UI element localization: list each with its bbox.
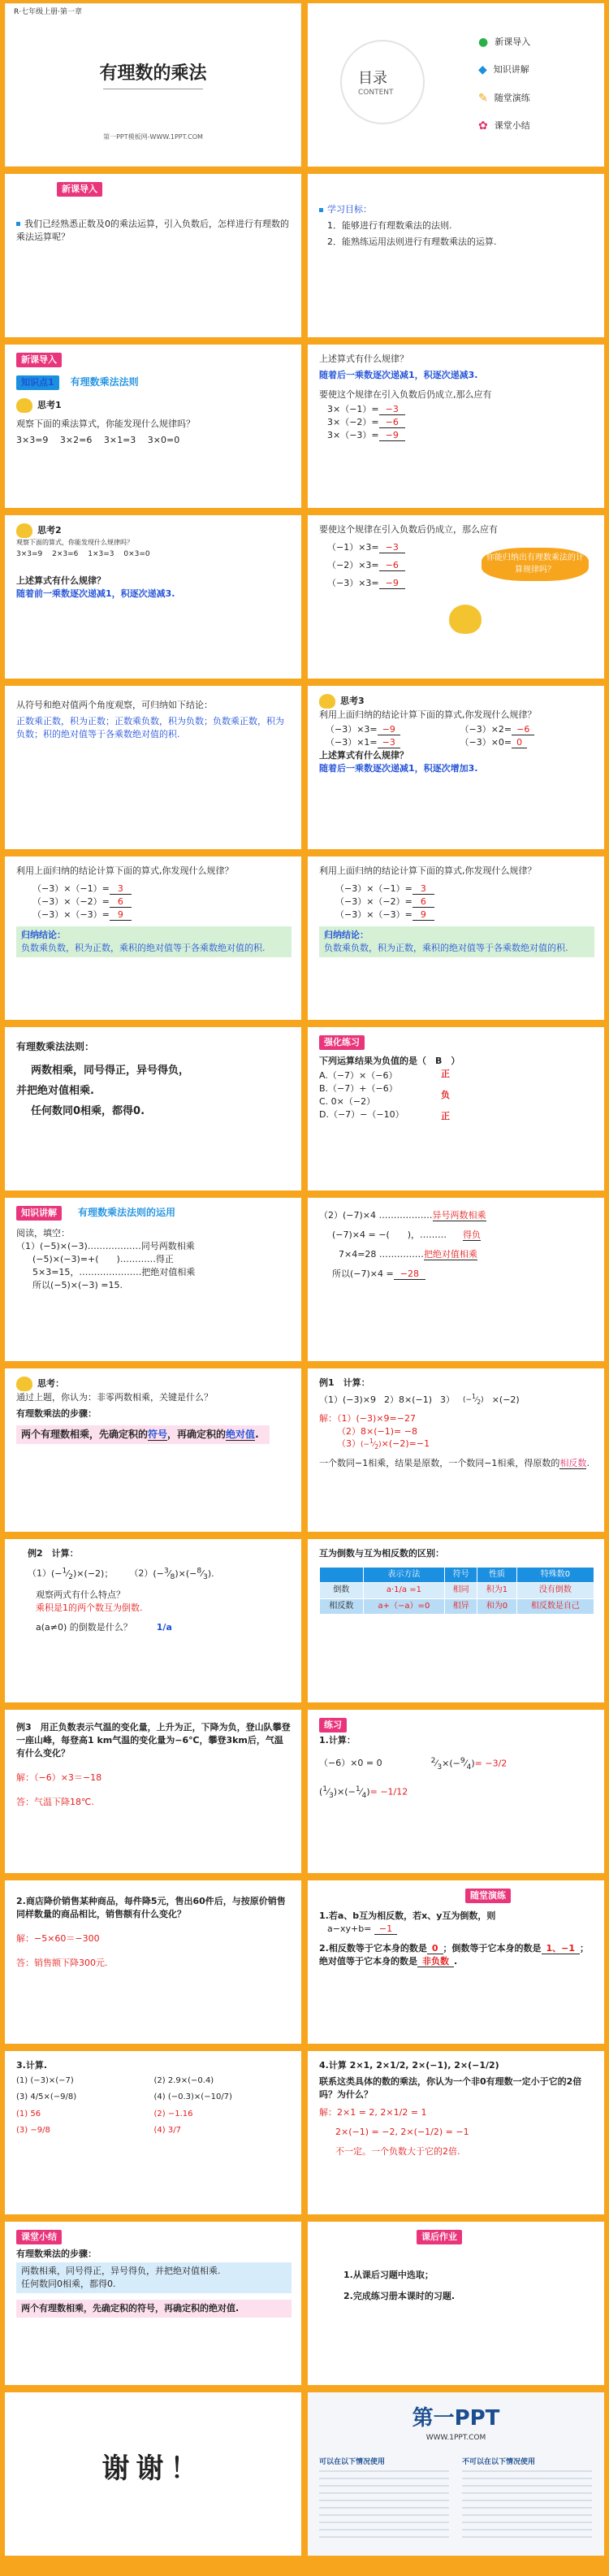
kp-tag: 知识点1 [16, 375, 59, 390]
slide-thanks [5, 2392, 301, 2556]
chick-icon [16, 523, 32, 538]
cover-title: 有理数的乘法 [99, 63, 207, 84]
speech-bubble: 你能归纳出有理数乘法的计算规律吗？ [482, 548, 589, 581]
answer-3: −9 [379, 430, 405, 441]
chick-icon [319, 694, 335, 709]
answer-1: −3 [379, 404, 405, 415]
think-label: 思考1 [37, 399, 62, 410]
catalog-title: 目录 [358, 70, 387, 87]
catalog-item-4[interactable]: ✿ 课堂小结 [478, 118, 530, 134]
arrow-icon: ◆ [478, 63, 487, 77]
equations: 3×3=9 3×2=6 3×1=3 3×0=0 [16, 434, 180, 445]
goal-1: 1．能够进行有理数乘法的法则. [327, 219, 452, 231]
slide-goals [308, 174, 604, 337]
slide-rule-intro [5, 345, 301, 508]
slides-grid [5, 3, 604, 2556]
slide-extend: 要使这个规律在引入负数后仍成立，那么应有 （−1）×3= −3 （−2）×3= −6 （−3）×3= −9 你能归纳出有理数乘法的计算规律吗？ [308, 515, 604, 679]
slide-exercise2: 2.商店降价销售某种商品，每件降5元，售出60件后，与按原价销售同样数量的商品相比，销售额有什么变化？ 解：−5×60＝−300 答：销售额下降300元. [5, 1880, 301, 2044]
slide-homework: 课后作业 1.从课后习题中选取； 2.完成练习册本课时的习题. [308, 2222, 604, 2385]
slide-think3: 思考3 利用上面归纳的结论计算下面的算式,你发现什么规律？ （−3）×3= −9 （−3）×2= −6 （−3）×1= −3 （−3）×0= 0 上述算式有什么规律？ 随着后一乘数逐次递减1，积逐次增加3. [308, 686, 604, 849]
bulb-icon: ● [478, 36, 489, 49]
catalog-item-1[interactable]: ● 新课导入 [478, 34, 530, 50]
slide-think2: 思考2 观察下面的算式，你能发现什么规律吗？ 3×3=9 2×3=6 1×3=3 0×3=0 上述算式有什么规律？ 随着前一乘数逐次递减1，积逐次递减3. [5, 515, 301, 679]
slide-example3: 例3 用正负数表示气温的变化量，上升为正，下降为负，登山队攀登一座山峰，每登高1 km气温的变化量为−6℃，攀登3km后，气温有什么变化？ 解：（−6）×3＝−18 答：气温下降18℃. [5, 1710, 301, 1873]
thanks-text: 谢谢！ [102, 2452, 205, 2485]
chick-icon [449, 605, 482, 634]
slide-cover [5, 3, 301, 167]
catalog-item-2[interactable]: ◆ 知识讲解 [478, 62, 530, 78]
slide-drill: 随堂演练 1.若a、b互为相反数，若x、y互为倒数，则 a−xy+b= −1 2.相反数等于它本身的数是 0 ；倒数等于它本身的数是 1、−1 ；绝对值等于它本身的数是 非负数 . [308, 1880, 604, 2044]
gear-icon: ✿ [478, 119, 488, 132]
slide-rule-pattern: 上述算式有什么规律？ 随着后一乘数逐次递减1，积逐次递减3. 要使这个规律在引入负数后仍成立,那么应有 3×（−1）= −3 3×（−2）= −6 3×（−3）= −9 [308, 345, 604, 508]
brand-col-2: 不可以在以下情况使用 [462, 2458, 536, 2466]
brand-url: WWW.1PPT.COM [425, 2434, 486, 2442]
slide-catalog [308, 3, 604, 167]
slide-rule: 有理数乘法法则： 两数相乘，同号得正，异号得负， 并把绝对值相乘. 任何数同0相乘，都得0. [5, 1027, 301, 1190]
slide-example1: 例1 计算： （1）(−3)×9 2）8×(−1) 3） $(-^1⁄_2)$ ×(−2) 解：（1）(−3)×9=−27 （2）8×(−1)= −8 $(3)(-^1⁄_2)\times(-2)=-1$ 一个数同−1相乘，结果是原数，一个数同−1相乘，得原数的相反数. [308, 1368, 604, 1532]
answer-2: −6 [379, 417, 405, 428]
catalog-item-3[interactable]: ✎ 随堂演练 [478, 90, 530, 106]
brand-logo: 第一PPT [412, 2406, 500, 2431]
slide-exercise3: 3.计算. (1) (−3)×(−7) (2) 2.9×(−0.4) (3) 4/5×(−9/8) (4) (−0.3)×(−10/7) (1) 56 (2) −1.16 (3) −9/8 (4) 3/7 [5, 2051, 301, 2214]
section-tag: 新课导入 [16, 353, 62, 367]
goals-title: 学习目标： [327, 204, 372, 215]
slide-apply: 知识讲解 有理数乘法法则的运用 阅读，填空： （1）(−5)×(−3)………………同号两数相乘 (−5)×(−3)=+( )…………得正 5×3=15，…………………把绝对值相乘 所以(−5)×(−3) =15. [5, 1198, 301, 1361]
q-line: 上述算式有什么规律？ [319, 353, 408, 364]
slide-brand [308, 2392, 604, 2556]
brand-col-1: 可以在以下情况使用 [319, 2458, 386, 2466]
chick-icon [16, 398, 32, 413]
pencil-icon: ✎ [478, 91, 488, 105]
slide-exercise4: 4.计算 2×1, 2×1/2, 2×(−1), 2×(−1/2) 联系这类具体的数的乘法，你认为一个非0有理数一定小于它的2倍吗？为什么？ 解：2×1 = 2, 2×1/2 = 1 2×(−1) = −2, 2×(−1/2) = −1 不一定。一个负数大于它的2倍. [308, 2051, 604, 2214]
slide-neg-neg: 利用上面归纳的结论计算下面的算式,你发现什么规律？ （−3）×（−1）= 3 （−3）×（−2）= 6 （−3）×（−3）= 9 归纳结论： 负数乘负数，积为正数，乘积的绝对值等于各乘数绝对值的积. [5, 856, 301, 1020]
slide-exercise1: 练习 1.计算： （−6）×0 = 0 $^2⁄_3\times(-^9⁄_4)= -3/2$ $(^1⁄_3)\times(-^1⁄_4)= -1/12$ [308, 1710, 604, 1873]
answer-line: 随着后一乘数逐次递减1，积逐次递减3. [319, 369, 478, 380]
slide-practice: 强化练习 下列运算结果为负值的是（ B ） A.（−7）×（−6） B.（−7）+（−6） C. 0×（−2） D.（−7）−（−10） 正 负 正 [308, 1027, 604, 1190]
slide-steps: 思考： 通过上题，你认为：非零两数相乘，关键是什么？ 有理数乘法的步骤： 两个有理数相乘，先确定积的符号，再确定积的绝对值. [5, 1368, 301, 1532]
section-tag: 新课导入 [57, 182, 102, 197]
cover-sub: 第一PPT模板网-WWW.1PPT.COM [103, 133, 203, 141]
slide-conclusion: 从符号和绝对值两个角度观察，可归纳如下结论： 正数乘正数，积为正数；正数乘负数，积为负数；负数乘正数，积为负数；积的绝对值等于各乘数绝对值的积. [5, 686, 301, 849]
goal-2: 2．能熟练运用法则进行有理数乘法的运算. [327, 236, 497, 247]
cover-top-label: R·七年级上册·第一章 [14, 8, 82, 16]
slide-intro [5, 174, 301, 337]
slide-example2: 例2 计算： $(1)(-^1⁄_2)\times(-2)$； $(2)(-^3⁄_8)\times(-^8⁄_3)$. 观察两式有什么特点？ 乘积是1的两个数互为倒数. a(a≠0) 的倒数是什么？ 1/a [5, 1539, 301, 1702]
slide-compare: 互为倒数与互为相反数的区别： 表示方法 符号 性质 特殊数0 倒数 a·1/a =1 相同 积为1 没有倒数 相反数 a+（−a）=0 相异 和为0 相反数是自己 [308, 1539, 604, 1702]
question: 观察下面的乘法算式，你能发现什么规律吗？ [16, 418, 195, 429]
intro-text: 我们已经熟悉正数及0的乘法运算，引入负数后，怎样进行有理数的乘法运算呢？ [16, 218, 289, 242]
compare-table: 表示方法 符号 性质 特殊数0 倒数 a·1/a =1 相同 积为1 没有倒数 相反数 a+（−a）=0 相异 和为0 相反数是自己 [319, 1567, 594, 1615]
slide-apply-2: （2）(−7)×4 ………………异号两数相乘 (−7)×4 = −( )，……… 得负 7×4=28 ……………把绝对值相乘 所以(−7)×4 = −28 [308, 1198, 604, 1361]
kp-title: 有理数乘法法则 [70, 376, 139, 388]
slide-summary: 课堂小结 有理数乘法的步骤： 两数相乘，同号得正，异号得负，并把绝对值相乘. 任何数同0相乘，都得0. 两个有理数相乘，先确定积的符号，再确定积的绝对值. [5, 2222, 301, 2385]
catalog-en: CONTENT [358, 89, 394, 97]
slide-neg-neg-2: 利用上面归纳的结论计算下面的算式,你发现什么规律？ （−3）×（−1）= 3 （−3）×（−2）= 6 （−3）×（−3）= 9 归纳结论： 负数乘负数，积为正数，乘积的绝对值等于各乘数绝对值的积. [308, 856, 604, 1020]
chick-icon [16, 1377, 32, 1391]
text-line: 要使这个规律在引入负数后仍成立,那么应有 [319, 388, 492, 400]
